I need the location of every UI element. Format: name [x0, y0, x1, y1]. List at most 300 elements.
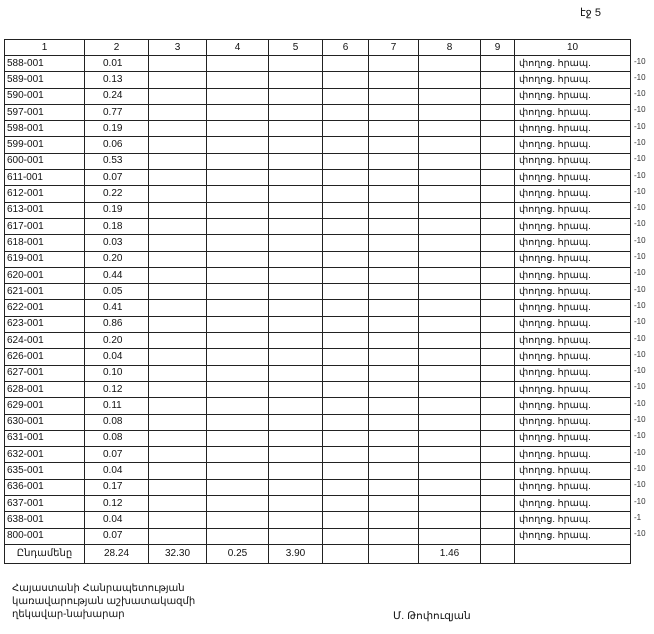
parcel-code-cell: 612-001 — [5, 186, 85, 202]
empty-cell — [481, 316, 515, 332]
parcel-code-cell: 613-001 — [5, 202, 85, 218]
parcel-code-cell: 590-001 — [5, 88, 85, 104]
purpose-cell: փողոց. հրապ. — [515, 267, 631, 283]
empty-cell — [419, 398, 481, 414]
empty-cell — [149, 235, 207, 251]
margin-mark: -10 — [634, 496, 646, 506]
parcel-code-cell: 611-001 — [5, 170, 85, 186]
empty-cell — [207, 496, 269, 512]
parcel-code-cell: 622-001 — [5, 300, 85, 316]
empty-cell — [323, 284, 369, 300]
empty-cell — [149, 186, 207, 202]
empty-cell — [323, 88, 369, 104]
empty-cell — [481, 88, 515, 104]
empty-cell — [269, 316, 323, 332]
margin-mark: -10 — [634, 170, 646, 180]
area-cell: 0.10 — [85, 365, 149, 381]
empty-cell — [149, 349, 207, 365]
empty-cell — [269, 398, 323, 414]
empty-cell — [323, 349, 369, 365]
empty-cell — [419, 528, 481, 544]
table-body — [5, 56, 631, 564]
empty-cell — [323, 463, 369, 479]
empty-cell — [481, 333, 515, 349]
empty-cell — [419, 202, 481, 218]
margin-mark: -10 — [634, 154, 646, 164]
empty-cell — [481, 284, 515, 300]
table-row — [5, 137, 631, 153]
empty-cell — [323, 512, 369, 528]
empty-cell — [207, 72, 269, 88]
empty-cell — [369, 267, 419, 283]
margin-mark: -10 — [634, 268, 646, 278]
column-header: 9 — [481, 40, 515, 56]
empty-cell — [269, 251, 323, 267]
empty-cell — [323, 544, 369, 563]
empty-cell — [369, 398, 419, 414]
margin-mark: -10 — [634, 219, 646, 229]
empty-cell — [369, 430, 419, 446]
margin-mark: -10 — [634, 300, 646, 310]
margin-mark: -10 — [634, 447, 646, 457]
header-row — [5, 40, 631, 56]
empty-cell — [269, 284, 323, 300]
empty-cell — [419, 104, 481, 120]
empty-cell — [269, 300, 323, 316]
empty-cell — [481, 202, 515, 218]
table-row — [5, 300, 631, 316]
empty-cell — [481, 381, 515, 397]
empty-cell — [207, 479, 269, 495]
table-row — [5, 104, 631, 120]
empty-cell — [269, 381, 323, 397]
empty-cell — [149, 479, 207, 495]
signatory-name: Մ. Թոփուզյան — [393, 610, 471, 622]
empty-cell — [369, 153, 419, 169]
empty-cell — [323, 202, 369, 218]
empty-cell — [149, 284, 207, 300]
table-row — [5, 235, 631, 251]
column-header: 1 — [5, 40, 85, 56]
empty-cell — [481, 544, 515, 563]
empty-cell — [269, 88, 323, 104]
empty-cell — [323, 267, 369, 283]
empty-cell — [149, 267, 207, 283]
parcel-code-cell: 588-001 — [5, 56, 85, 72]
empty-cell — [481, 365, 515, 381]
purpose-cell: փողոց. հրապ. — [515, 316, 631, 332]
empty-cell — [481, 512, 515, 528]
margin-mark: -10 — [634, 105, 646, 115]
empty-cell — [369, 72, 419, 88]
purpose-cell: փողոց. հրապ. — [515, 121, 631, 137]
margin-mark: -1 — [634, 512, 642, 522]
parcel-code-cell: 617-001 — [5, 218, 85, 234]
table-row — [5, 349, 631, 365]
empty-cell — [207, 463, 269, 479]
column-header: 4 — [207, 40, 269, 56]
empty-cell — [149, 528, 207, 544]
area-cell: 0.18 — [85, 218, 149, 234]
parcel-code-cell: 800-001 — [5, 528, 85, 544]
empty-cell — [207, 300, 269, 316]
table-row — [5, 463, 631, 479]
empty-cell — [269, 153, 323, 169]
empty-cell — [149, 512, 207, 528]
empty-cell — [419, 479, 481, 495]
parcel-code-cell: 621-001 — [5, 284, 85, 300]
area-cell: 0.17 — [85, 479, 149, 495]
empty-cell — [419, 300, 481, 316]
empty-cell — [369, 218, 419, 234]
area-cell: 0.86 — [85, 316, 149, 332]
empty-cell — [369, 479, 419, 495]
empty-cell — [269, 333, 323, 349]
area-cell: 0.77 — [85, 104, 149, 120]
margin-mark: -10 — [634, 121, 646, 131]
table-row — [5, 528, 631, 544]
area-cell: 0.08 — [85, 430, 149, 446]
empty-cell — [419, 56, 481, 72]
area-cell: 0.04 — [85, 512, 149, 528]
empty-cell — [323, 365, 369, 381]
totals-label: Ընդամենը — [5, 544, 85, 563]
purpose-cell: փողոց. հրապ. — [515, 104, 631, 120]
margin-mark: -10 — [634, 137, 646, 147]
empty-cell — [419, 267, 481, 283]
margin-mark: -10 — [634, 431, 646, 441]
empty-cell — [207, 381, 269, 397]
empty-cell — [369, 349, 419, 365]
empty-cell — [269, 56, 323, 72]
empty-cell — [269, 267, 323, 283]
purpose-cell: փողոց. հրապ. — [515, 365, 631, 381]
area-cell: 0.41 — [85, 300, 149, 316]
table-row — [5, 56, 631, 72]
area-cell: 0.44 — [85, 267, 149, 283]
empty-cell — [419, 512, 481, 528]
margin-mark: -10 — [634, 480, 646, 490]
empty-cell — [323, 398, 369, 414]
empty-cell — [207, 316, 269, 332]
empty-cell — [269, 170, 323, 186]
data-table — [4, 39, 631, 564]
margin-mark: -10 — [634, 317, 646, 327]
empty-cell — [419, 365, 481, 381]
empty-cell — [369, 512, 419, 528]
empty-cell — [481, 251, 515, 267]
margin-mark: -10 — [634, 186, 646, 196]
table-row — [5, 121, 631, 137]
total-value: 0.25 — [207, 544, 269, 563]
purpose-cell: փողոց. հրապ. — [515, 496, 631, 512]
empty-cell — [419, 316, 481, 332]
empty-cell — [481, 414, 515, 430]
table-row — [5, 153, 631, 169]
empty-cell — [419, 121, 481, 137]
empty-cell — [207, 137, 269, 153]
empty-cell — [323, 447, 369, 463]
empty-cell — [323, 170, 369, 186]
table-row — [5, 88, 631, 104]
purpose-cell: փողոց. հրապ. — [515, 137, 631, 153]
table-row — [5, 316, 631, 332]
purpose-cell: փողոց. հրապ. — [515, 202, 631, 218]
empty-cell — [419, 137, 481, 153]
margin-mark: -10 — [634, 56, 646, 66]
empty-cell — [269, 186, 323, 202]
purpose-cell: փողոց. հրապ. — [515, 414, 631, 430]
empty-cell — [207, 398, 269, 414]
table-row — [5, 186, 631, 202]
signatory-title — [12, 582, 195, 621]
purpose-cell: փողոց. հրապ. — [515, 447, 631, 463]
empty-cell — [323, 251, 369, 267]
table-row — [5, 333, 631, 349]
empty-cell — [481, 398, 515, 414]
purpose-cell: փողոց. հրապ. — [515, 398, 631, 414]
margin-mark: -10 — [634, 398, 646, 408]
empty-cell — [323, 316, 369, 332]
parcel-code-cell: 624-001 — [5, 333, 85, 349]
empty-cell — [419, 186, 481, 202]
empty-cell — [207, 104, 269, 120]
empty-cell — [481, 186, 515, 202]
empty-cell — [369, 333, 419, 349]
column-header: 10 — [515, 40, 631, 56]
column-header: 2 — [85, 40, 149, 56]
empty-cell — [149, 72, 207, 88]
table-row — [5, 202, 631, 218]
area-cell: 0.07 — [85, 170, 149, 186]
empty-cell — [149, 137, 207, 153]
table-row — [5, 496, 631, 512]
empty-cell — [369, 186, 419, 202]
empty-cell — [369, 104, 419, 120]
area-cell: 0.19 — [85, 121, 149, 137]
empty-cell — [515, 544, 631, 563]
area-cell: 0.12 — [85, 496, 149, 512]
empty-cell — [369, 235, 419, 251]
empty-cell — [149, 56, 207, 72]
parcel-code-cell: 618-001 — [5, 235, 85, 251]
empty-cell — [369, 414, 419, 430]
parcel-code-cell: 632-001 — [5, 447, 85, 463]
table-row — [5, 284, 631, 300]
parcel-code-cell: 626-001 — [5, 349, 85, 365]
area-cell: 0.22 — [85, 186, 149, 202]
empty-cell — [269, 349, 323, 365]
empty-cell — [369, 447, 419, 463]
area-cell: 0.06 — [85, 137, 149, 153]
margin-mark: -10 — [634, 203, 646, 213]
empty-cell — [369, 121, 419, 137]
empty-cell — [269, 512, 323, 528]
empty-cell — [369, 300, 419, 316]
margin-mark: -10 — [634, 349, 646, 359]
empty-cell — [369, 88, 419, 104]
empty-cell — [481, 430, 515, 446]
empty-cell — [207, 512, 269, 528]
empty-cell — [419, 381, 481, 397]
empty-cell — [419, 333, 481, 349]
empty-cell — [207, 284, 269, 300]
parcel-code-cell: 628-001 — [5, 381, 85, 397]
empty-cell — [481, 463, 515, 479]
table-row — [5, 381, 631, 397]
empty-cell — [207, 235, 269, 251]
margin-mark: -10 — [634, 415, 646, 425]
empty-cell — [419, 430, 481, 446]
margin-mark: -10 — [634, 463, 646, 473]
empty-cell — [269, 365, 323, 381]
purpose-cell: փողոց. հրապ. — [515, 333, 631, 349]
empty-cell — [207, 121, 269, 137]
empty-cell — [481, 72, 515, 88]
empty-cell — [207, 153, 269, 169]
parcel-code-cell: 627-001 — [5, 365, 85, 381]
table-row — [5, 479, 631, 495]
margin-mark: -10 — [634, 284, 646, 294]
empty-cell — [369, 170, 419, 186]
empty-cell — [369, 496, 419, 512]
parcel-code-cell: 623-001 — [5, 316, 85, 332]
area-cell: 0.12 — [85, 381, 149, 397]
margin-mark: -10 — [634, 252, 646, 262]
empty-cell — [369, 463, 419, 479]
parcel-code-cell: 619-001 — [5, 251, 85, 267]
purpose-cell: փողոց. հրապ. — [515, 56, 631, 72]
area-cell: 0.13 — [85, 72, 149, 88]
empty-cell — [323, 381, 369, 397]
empty-cell — [481, 137, 515, 153]
empty-cell — [149, 414, 207, 430]
margin-mark: -10 — [634, 529, 646, 539]
empty-cell — [149, 104, 207, 120]
empty-cell — [419, 496, 481, 512]
empty-cell — [269, 72, 323, 88]
empty-cell — [207, 170, 269, 186]
empty-cell — [419, 88, 481, 104]
empty-cell — [269, 121, 323, 137]
empty-cell — [419, 170, 481, 186]
parcel-code-cell: 630-001 — [5, 414, 85, 430]
table-row — [5, 365, 631, 381]
empty-cell — [419, 447, 481, 463]
empty-cell — [419, 153, 481, 169]
empty-cell — [207, 447, 269, 463]
empty-cell — [323, 121, 369, 137]
empty-cell — [323, 414, 369, 430]
empty-cell — [207, 528, 269, 544]
empty-cell — [369, 316, 419, 332]
empty-cell — [419, 349, 481, 365]
empty-cell — [323, 137, 369, 153]
purpose-cell: փողոց. հրապ. — [515, 430, 631, 446]
area-cell: 0.05 — [85, 284, 149, 300]
empty-cell — [323, 56, 369, 72]
empty-cell — [149, 153, 207, 169]
empty-cell — [481, 170, 515, 186]
empty-cell — [269, 218, 323, 234]
area-cell: 0.53 — [85, 153, 149, 169]
column-header: 6 — [323, 40, 369, 56]
empty-cell — [481, 300, 515, 316]
empty-cell — [419, 235, 481, 251]
empty-cell — [419, 72, 481, 88]
empty-cell — [149, 218, 207, 234]
area-cell: 0.20 — [85, 251, 149, 267]
empty-cell — [149, 398, 207, 414]
area-cell: 0.11 — [85, 398, 149, 414]
parcel-code-cell: 637-001 — [5, 496, 85, 512]
empty-cell — [269, 447, 323, 463]
empty-cell — [269, 430, 323, 446]
area-cell: 0.03 — [85, 235, 149, 251]
empty-cell — [323, 496, 369, 512]
table-row — [5, 512, 631, 528]
empty-cell — [369, 202, 419, 218]
empty-cell — [149, 202, 207, 218]
empty-cell — [323, 333, 369, 349]
margin-mark: -10 — [634, 333, 646, 343]
purpose-cell: փողոց. հրապ. — [515, 479, 631, 495]
purpose-cell: փողոց. հրապ. — [515, 186, 631, 202]
area-cell: 0.08 — [85, 414, 149, 430]
purpose-cell: փողոց. հրապ. — [515, 72, 631, 88]
purpose-cell: փողոց. հրապ. — [515, 349, 631, 365]
empty-cell — [149, 333, 207, 349]
empty-cell — [369, 137, 419, 153]
parcel-code-cell: 631-001 — [5, 430, 85, 446]
margin-mark: -10 — [634, 72, 646, 82]
area-cell: 0.04 — [85, 463, 149, 479]
empty-cell — [269, 202, 323, 218]
purpose-cell: փողոց. հրապ. — [515, 381, 631, 397]
signatory-line: կառավարության աշխատակազմի — [12, 596, 196, 607]
empty-cell — [269, 137, 323, 153]
empty-cell — [481, 496, 515, 512]
total-value: 3.90 — [269, 544, 323, 563]
empty-cell — [481, 56, 515, 72]
empty-cell — [149, 316, 207, 332]
empty-cell — [481, 528, 515, 544]
empty-cell — [481, 153, 515, 169]
signatory-line: ղեկավար-նախարար — [12, 609, 125, 620]
empty-cell — [269, 104, 323, 120]
purpose-cell: փողոց. հրապ. — [515, 528, 631, 544]
column-header: 7 — [369, 40, 419, 56]
parcel-code-cell: 620-001 — [5, 267, 85, 283]
parcel-code-cell: 599-001 — [5, 137, 85, 153]
column-header: 8 — [419, 40, 481, 56]
empty-cell — [269, 528, 323, 544]
area-cell: 0.24 — [85, 88, 149, 104]
empty-cell — [149, 430, 207, 446]
empty-cell — [323, 528, 369, 544]
empty-cell — [269, 235, 323, 251]
table-row — [5, 398, 631, 414]
parcel-code-cell: 638-001 — [5, 512, 85, 528]
empty-cell — [369, 56, 419, 72]
empty-cell — [207, 430, 269, 446]
empty-cell — [369, 365, 419, 381]
empty-cell — [481, 121, 515, 137]
margin-mark: -10 — [634, 382, 646, 392]
empty-cell — [207, 349, 269, 365]
totals-row — [5, 544, 631, 563]
empty-cell — [323, 479, 369, 495]
